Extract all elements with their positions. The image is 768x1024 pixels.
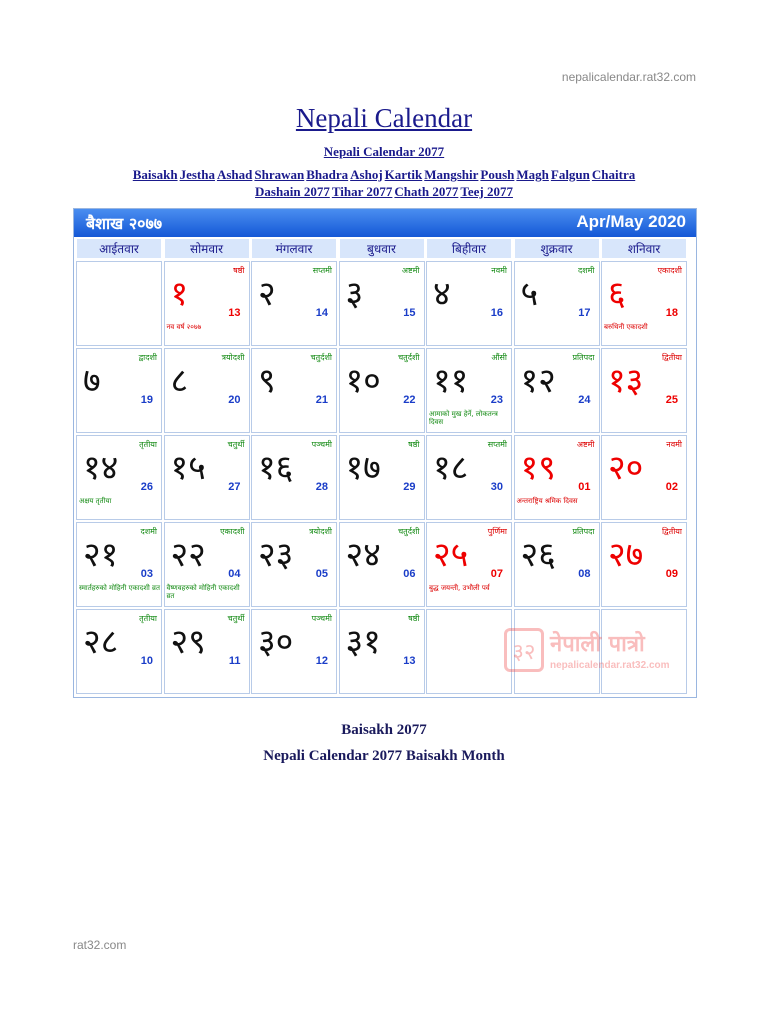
tithi-label: चतुर्दशी [398,527,420,536]
month-link-bhadra[interactable]: Bhadra [306,167,349,182]
day-cell[interactable] [339,261,425,346]
festival-links [0,184,768,200]
day-cell[interactable] [251,348,337,433]
day-cell[interactable] [426,435,512,520]
tithi-label: दशमी [140,527,157,536]
nepali-date: १९ [520,448,556,488]
month-link-ashad[interactable]: Ashad [216,167,253,182]
page-title[interactable]: Nepali Calendar [295,103,473,133]
english-date: 03 [140,568,153,580]
month-link-mangshir[interactable]: Mangshir [424,167,479,182]
day-cell[interactable] [76,348,162,433]
english-date: 30 [490,481,503,493]
day-cell[interactable] [251,522,337,607]
english-date: 26 [140,481,153,493]
nepali-date: ६ [608,274,626,314]
tithi-label: चतुर्थी [227,614,245,623]
day-cell[interactable] [514,348,600,433]
festival-link-dashain[interactable]: Dashain 2077 [255,184,330,199]
english-date: 22 [403,394,416,406]
day-cell[interactable] [76,609,162,694]
nepali-date: १५ [170,448,206,488]
english-date: 27 [228,481,241,493]
day-cell[interactable] [426,522,512,607]
day-cell[interactable] [601,348,687,433]
english-date: 16 [490,307,503,319]
calendar-grid [73,208,697,698]
watermark [504,614,694,694]
tithi-label: एकादशी [220,527,245,536]
day-cell[interactable] [164,435,250,520]
english-date: 20 [228,394,241,406]
tithi-label: तृतीया [139,614,157,623]
english-date: 07 [490,568,503,580]
tithi-label: षष्ठी [233,266,245,275]
english-date: 25 [665,394,678,406]
tithi-label: दशमी [577,266,595,275]
english-date: 10 [140,655,153,667]
watermark-brand: नेपाली पात्रो [550,632,645,657]
tithi-label: षष्ठी [408,440,420,449]
nepali-date: ९ [258,361,276,401]
month-link-kartik[interactable]: Kartik [384,167,423,182]
year-link[interactable]: Nepali Calendar 2077 [323,144,445,159]
day-cell[interactable] [164,522,250,607]
tithi-label: प्रतिपदा [572,527,595,536]
nepali-date: ८ [170,361,189,401]
english-date: 09 [665,568,678,580]
day-cell[interactable] [164,261,250,346]
event-label: अक्षय तृतीया [79,497,112,505]
festival-link-chath[interactable]: Chath 2077 [394,184,459,199]
tithi-label: तृतीया [139,440,157,449]
english-date: 29 [403,481,416,493]
tithi-label: सप्तमी [487,440,507,449]
tithi-label: नवमी [491,266,507,275]
day-cell[interactable] [514,261,600,346]
event-label: बुद्ध जयन्ती, उभौली पर्व [429,584,490,592]
day-cell[interactable] [339,435,425,520]
month-link-jestha[interactable]: Jestha [179,167,215,182]
nepali-date: २५ [433,535,469,575]
nepali-date: ३ [345,274,364,314]
day-cell[interactable] [601,435,687,520]
tithi-label: पञ्चमी [311,440,332,449]
empty-day-cell [426,609,512,694]
nepali-date: ४ [433,274,451,314]
nepali-date: १ [170,274,189,314]
nepali-date: २८ [83,622,119,662]
weekday-header: सोमवार [164,238,250,259]
festival-link-teej[interactable]: Teej 2077 [460,184,513,199]
nepali-date: २ [258,274,276,314]
day-cell[interactable] [514,435,600,520]
day-cell[interactable] [251,261,337,346]
day-cell[interactable] [601,261,687,346]
weekday-header: आईतवार [76,238,162,259]
nepali-date: २० [608,448,644,488]
empty-day-cell [76,261,162,346]
english-month-title: Apr/May 2020 [576,212,686,231]
english-date: 17 [578,307,591,319]
nepali-date: १६ [258,448,294,488]
english-date: 14 [315,307,328,319]
nepali-month-title: बैशाख २०७७ [86,214,163,233]
caption-description: Nepali Calendar 2077 Baisakh Month [263,748,505,764]
english-date: 06 [403,568,416,580]
nepali-date: ३१ [345,622,381,662]
festival-link-tihar[interactable]: Tihar 2077 [331,184,393,199]
site-url-top: nepalicalendar.rat32.com [561,70,696,84]
english-date: 28 [315,481,328,493]
event-label: नव वर्ष २०७७ [166,323,202,331]
day-cell[interactable] [339,609,425,694]
english-date: 05 [315,568,328,580]
tithi-label: पञ्चमी [311,614,332,623]
nepali-date: २६ [520,535,556,575]
month-links [0,167,768,183]
day-cell[interactable] [164,348,250,433]
nepali-date: ५ [520,274,539,314]
english-date: 11 [228,655,241,667]
english-date: 01 [578,481,591,493]
month-link-magh[interactable]: Magh [516,167,549,182]
event-label: वैष्णवहरुको मोहिनी एकादशी व्रत [166,584,240,600]
nepali-date: २२ [170,535,206,575]
tithi-label: द्वादशी [138,353,157,362]
tithi-label: त्रयोदशी [221,353,245,362]
nepali-date: २७ [608,535,644,575]
day-cell[interactable] [164,609,250,694]
calendar-header [74,209,696,237]
caption-month: Baisakh 2077 [341,722,427,738]
month-link-falgun[interactable]: Falgun [550,167,590,182]
event-label: अन्तराष्ट्रिय श्रमिक दिवस [516,497,578,505]
english-date: 18 [665,307,678,319]
day-cell[interactable] [339,348,425,433]
tithi-label: अष्टमी [401,266,420,275]
english-date: 23 [490,394,503,406]
nepali-date: ११ [433,361,469,401]
event-label: बरुथिनी एकादशी [604,323,648,331]
nepali-date: १० [345,361,381,401]
weekday-header: शनिवार [601,238,687,259]
english-date: 24 [578,394,591,406]
month-link-poush[interactable]: Poush [480,167,515,182]
english-date: 21 [315,394,328,406]
english-date: 12 [315,655,328,667]
month-link-shrawan[interactable]: Shrawan [254,167,305,182]
event-label: आमाको मुख हेर्ने, लोकतन्त्र दिवस [429,410,498,426]
nepali-date: १३ [608,361,644,401]
weekday-header: बुधवार [339,238,425,259]
english-date: 19 [140,394,153,406]
weekday-header: शुक्रवार [514,238,600,259]
tithi-label: औंसी [491,353,507,362]
tithi-label: नवमी [666,440,682,449]
watermark-url: nepalicalendar.rat32.com [550,660,670,671]
tithi-label: पुर्णिमा [487,527,507,536]
tithi-label: प्रतिपदा [572,353,595,362]
nepali-date: ३० [258,622,294,662]
english-date: 13 [403,655,416,667]
tithi-label: चतुर्दशी [398,353,420,362]
tithi-label: त्रयोदशी [309,527,332,536]
weekday-header: बिहीवार [426,238,512,259]
nepali-date: २४ [345,535,381,575]
english-date: 13 [228,307,241,319]
tithi-label: द्वितीया [661,353,682,362]
nepali-date: २९ [170,622,206,662]
tithi-label: चतुर्दशी [310,353,332,362]
tithi-label: सप्तमी [312,266,332,275]
day-cell[interactable] [426,261,512,346]
day-cell[interactable] [251,435,337,520]
day-cell[interactable] [426,348,512,433]
nepali-date: १४ [83,448,119,488]
english-date: 15 [403,307,416,319]
tithi-label: द्वितीया [661,527,682,536]
day-cell[interactable] [601,522,687,607]
nepali-date: २१ [83,535,119,575]
tithi-label: षष्ठी [408,614,420,623]
day-cell[interactable] [76,522,162,607]
nepali-date: १८ [433,448,469,488]
english-date: 04 [228,568,241,580]
month-link-chaitra[interactable]: Chaitra [591,167,636,182]
tithi-label: एकादशी [657,266,682,275]
month-link-baisakh[interactable]: Baisakh [132,167,178,182]
day-cell[interactable] [514,522,600,607]
english-date: 08 [578,568,591,580]
site-url-bottom: rat32.com [73,938,127,952]
english-date: 02 [665,481,678,493]
nepali-date: १७ [345,448,381,488]
event-label: स्मार्तहरुको मोहिनी एकादशी व्रत [79,584,160,592]
tithi-label: चतुर्थी [227,440,245,449]
month-link-ashoj[interactable]: Ashoj [350,167,383,182]
watermark-logo-icon: ३२ [504,628,544,672]
day-cell[interactable] [339,522,425,607]
nepali-date: ७ [83,361,101,401]
day-cell[interactable] [76,435,162,520]
weekday-header: मंगलवार [251,238,337,259]
tithi-label: अष्टमी [576,440,595,449]
nepali-date: २३ [258,535,294,575]
day-cell[interactable] [251,609,337,694]
nepali-date: १२ [520,361,556,401]
